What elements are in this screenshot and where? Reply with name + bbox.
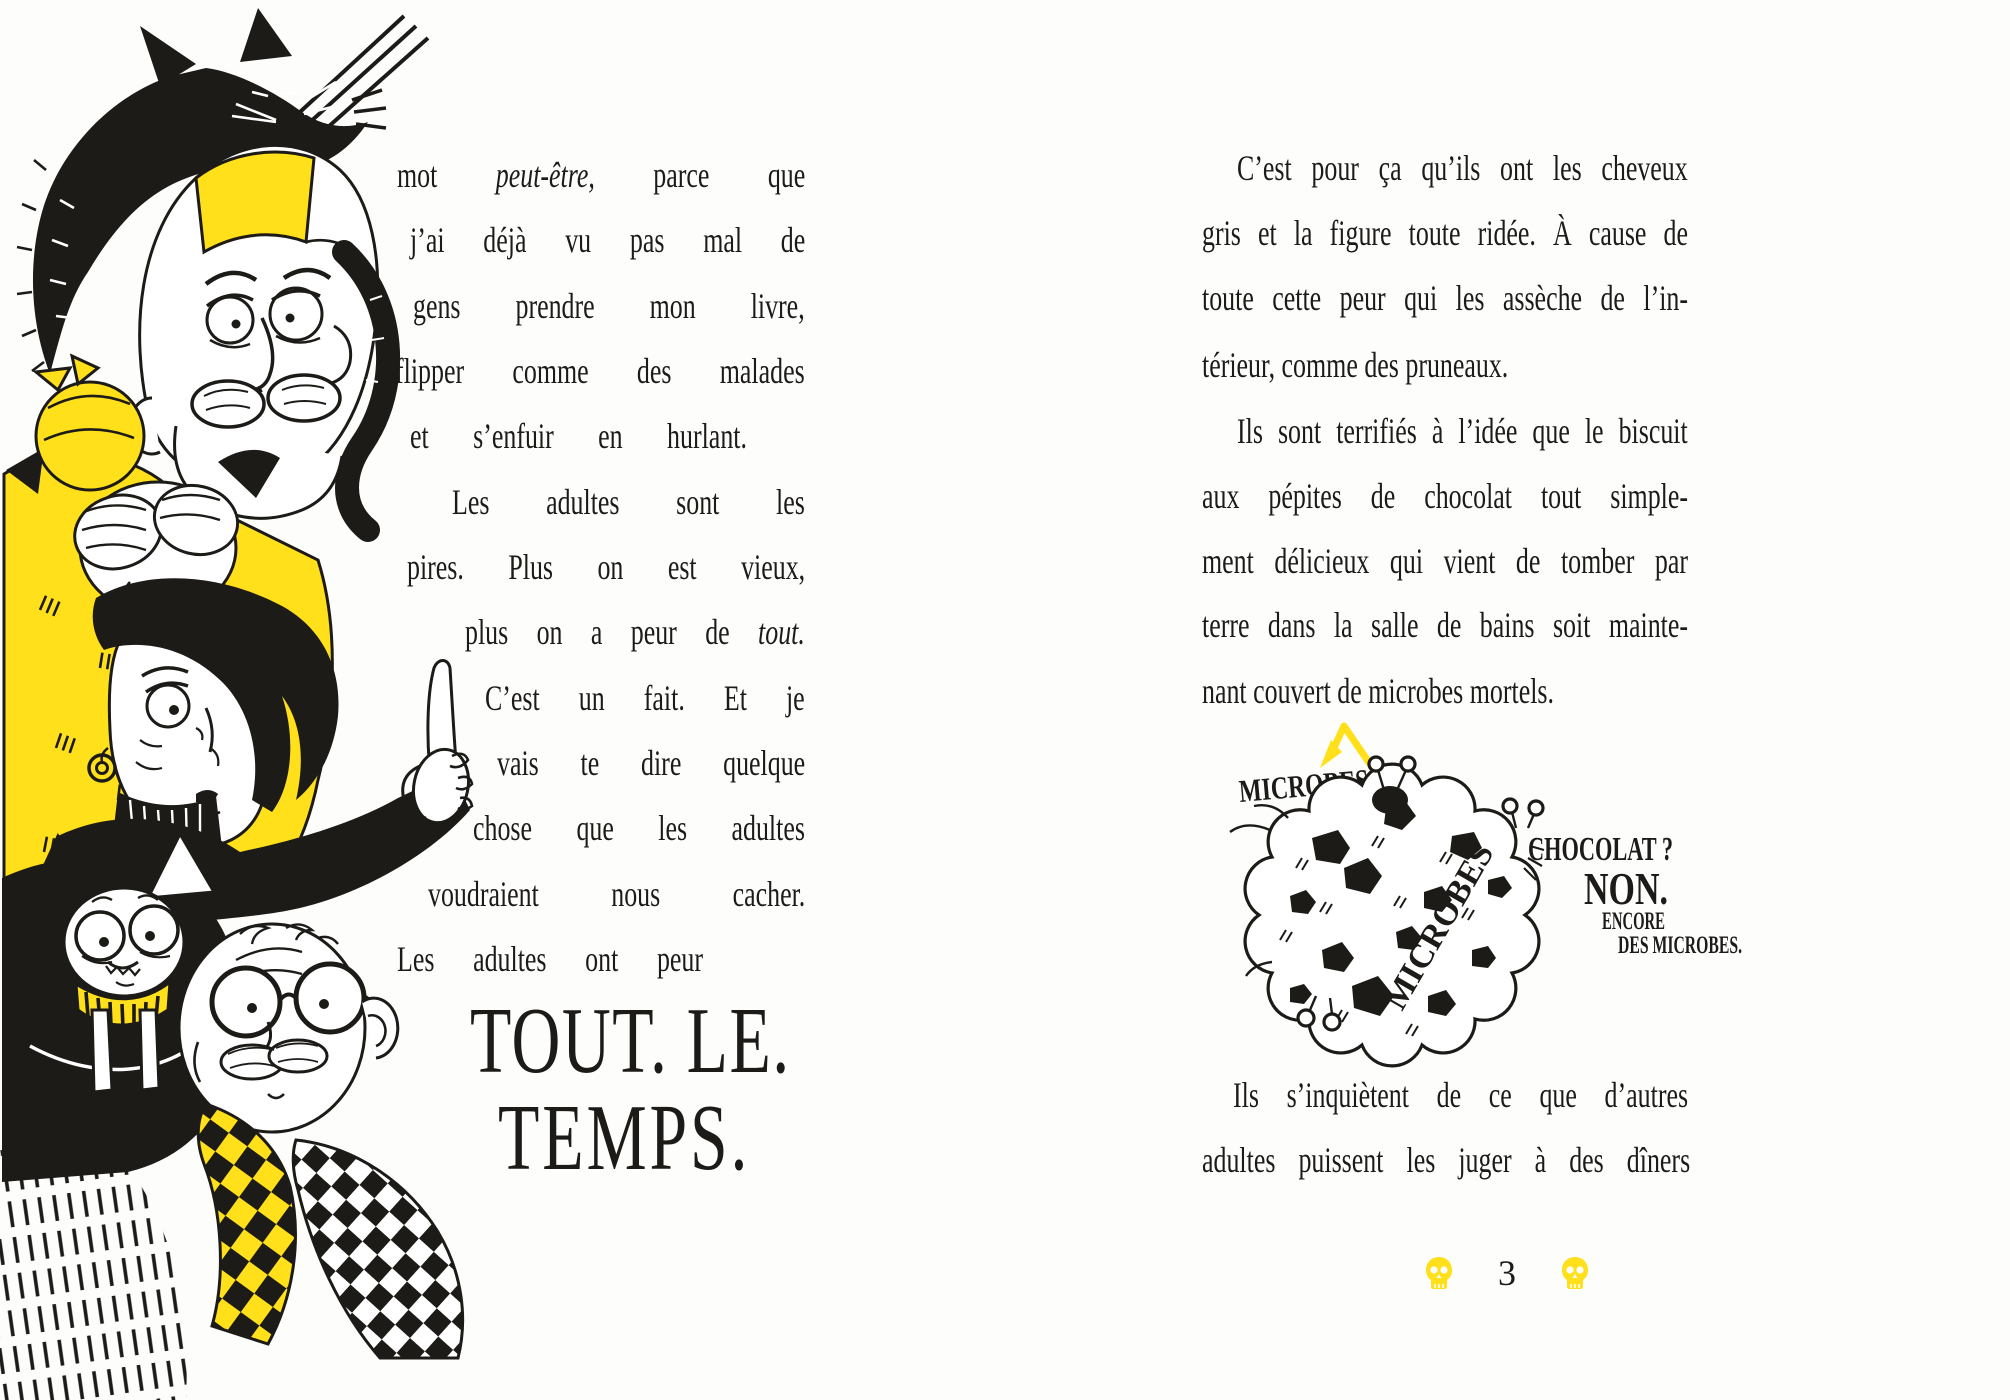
checkered-scarf (198, 1104, 295, 1344)
skull-icon (1560, 1256, 1590, 1292)
body-line: Ils sont terrifiés à l’idée que le biscuit (1237, 411, 1688, 451)
body-line: C’est pour ça qu’ils ont les cheveux (1237, 148, 1688, 188)
body-line: et s’enfuir en hurlant. (410, 416, 747, 456)
striped-skirt (0, 1150, 187, 1400)
body-line: vais te dire quelque (497, 743, 806, 783)
body-line: térieur, comme des pruneaux. (1202, 345, 1509, 385)
line-segment: mot (397, 155, 496, 195)
cookie-captions (1528, 831, 1742, 959)
body-line: gens prendre mon livre, (413, 286, 805, 326)
pencil-lines (300, 16, 428, 136)
body-line: Ils s’inquiètent de ce que d’autres (1233, 1075, 1689, 1115)
body-line: aux pépites de chocolat tout simple- (1202, 476, 1688, 516)
body-line: nant couvert de microbes mortels. (1202, 671, 1554, 711)
body-line: chose que les adultes (473, 808, 805, 848)
body-line: gris et la figure toute ridée. À cause de (1202, 213, 1688, 253)
body-line (397, 154, 805, 196)
line-segment: parce que (594, 155, 806, 195)
skull-icon (1424, 1256, 1454, 1292)
big-line-tout-le: TOUT. LE. (470, 989, 791, 1093)
italic-segment: peut-être, (495, 155, 595, 195)
cookie-illustration (1180, 700, 1800, 1100)
body-line: j’ai déjà vu pas mal de (410, 220, 806, 260)
argyle-sleeve (293, 1140, 462, 1358)
caption-encore: ENCORE (1602, 908, 1665, 935)
pointing-hand (403, 661, 475, 828)
body-line: terre dans la salle de bains soit mainte- (1202, 605, 1688, 645)
page-number: 3 (1498, 1253, 1516, 1293)
body-line: C’est un fait. Et je (485, 678, 805, 718)
adults-illustration (0, 0, 480, 1400)
caption-non: NON. (1584, 863, 1668, 914)
caption-des-microbes: DES MICROBES. (1618, 932, 1742, 959)
italic-segment: tout. (758, 612, 805, 652)
body-line: Les adultes sont les (452, 482, 805, 522)
caption-chocolat: CHOCOLAT ? (1528, 831, 1673, 868)
body-line: flipper comme des malades (395, 351, 805, 391)
body-line: voudraient nous cacher. (428, 874, 806, 914)
big-line-temps: TEMPS. (498, 1086, 751, 1190)
body-line: adultes puissent les juger à des dîners (1202, 1140, 1691, 1180)
body-line (465, 611, 805, 653)
body-line: toute cette peur qui les assèche de l’in- (1202, 278, 1688, 318)
body-line: ment délicieux qui vient de tomber par (1202, 541, 1688, 581)
line-segment: plus on a peur de (465, 612, 759, 652)
microbes-diagonal-label: MICROBES (1376, 837, 1502, 1016)
body-line: Les adultes ont peur (397, 939, 703, 979)
glasses-man (179, 924, 463, 1358)
glasses-right-lens (296, 964, 364, 1032)
body-line: pires. Plus on est vieux, (407, 547, 806, 587)
